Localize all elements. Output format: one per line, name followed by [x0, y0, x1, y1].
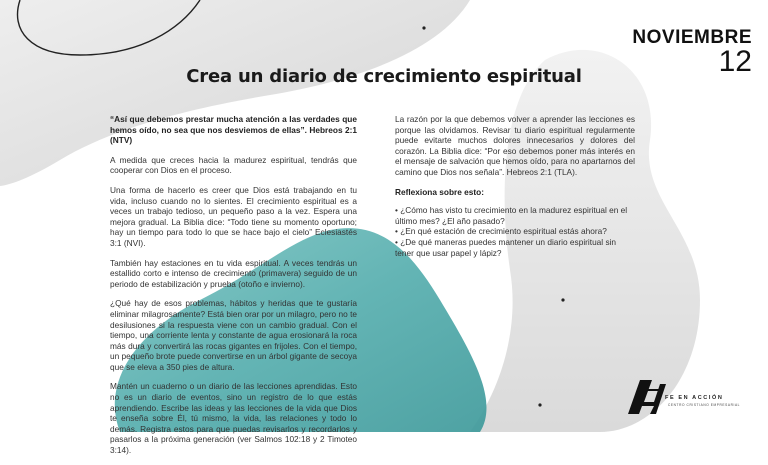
- page-title: Crea un diario de crecimiento espiritual: [186, 66, 582, 87]
- decorative-dot: [422, 26, 425, 29]
- paragraph: Mantén un cuaderno o un diario de las lecciones aprendidas. Esto no es un diario de eventos, sino un registro de lo que estás aprendiendo. Escribe las ideas y las lecciones de la vida que Dios te enseña sobre Él, tú mismo, la vida, las relaciones y todo lo demás. Registra estos para que puedas revisarlos y recordarlos y pasarlos a la próxima generación (ver Salmos 102:18 y 2 Timoteo 3:14).: [110, 381, 357, 456]
- right-column: [395, 114, 635, 258]
- paragraph: A medida que creces hacia la madurez espiritual, tendrás que cooperar con Dios en el proceso.: [110, 154, 357, 176]
- scripture-quote: “Así que debemos prestar mucha atención a las verdades que hemos oído, no sea que nos desviemos de ellas”. Hebreos 2:1 (NTV): [110, 114, 357, 146]
- logo-text: FE EN ACCIÓN: [665, 395, 724, 401]
- decorative-dot: [538, 403, 541, 406]
- reflection-bullet: • ¿En qué estación de crecimiento espiritual estás ahora?: [395, 226, 607, 237]
- reflection-bullet: • ¿Cómo has visto tu crecimiento en la madurez espiritual en el último mes? ¿El año pasado?: [395, 205, 628, 226]
- left-column: [110, 114, 357, 465]
- date-day: 12: [718, 45, 752, 78]
- reflection-bullet: • ¿De qué maneras puedes mantener un diario espiritual sin tener que usar papel y lápiz?: [395, 236, 617, 258]
- date-month: NOVIEMBRE: [632, 27, 752, 48]
- paragraph: La razón por la que debemos volver a aprender las lecciones es porque las olvidamos. Revisar tu diario espiritual regularmente puede evitarte muchos dolores innecesarios y dolores del corazón. La Biblia dice: “Por eso debemos poner más interés en el mensaje de salvación que hemos oído, para no apartarnos del camino que Dios nos señala”. Hebreos 2:1 (TLA).: [395, 114, 635, 177]
- logo-subtext: CENTRO CRISTIANO EMPRESARIAL: [668, 403, 741, 407]
- paragraph: ¿Qué hay de esos problemas, hábitos y heridas que te gustaría eliminar milagrosamente? Está bien orar por un milagro, pero no te desilusiones si la respuesta viene con un cambio gradual. Con el tiempo, una corriente lenta y constante de agua erosionará la roca más dura y convertirá las rocas gigantes en frijoles. Con el tiempo, un pequeño brote puede convertirse en un árbol gigante de secoya que se eleva a 350 pies de altura.: [110, 298, 357, 372]
- reflection-heading: Reflexiona sobre esto:: [395, 186, 484, 197]
- paragraph: Una forma de hacerlo es creer que Dios está trabajando en tu vida, incluso cuando no lo sientes. El crecimiento espiritual es a veces un trabajo tedioso, un pequeño paso a la vez. Espera una mejora gradual. La Biblia dice: “Todo tiene su momento oportuno; hay un tiempo para todo lo que se hace bajo el cielo” Eclesiastés 3:1 (NVI).: [110, 184, 357, 248]
- paragraph: También hay estaciones en tu vida espiritual. A veces tendrás un estallido corto e intenso de crecimiento (primavera) seguido de un periodo de estabilización y prueba (otoño e invierno).: [110, 257, 357, 289]
- decorative-dot: [561, 298, 564, 301]
